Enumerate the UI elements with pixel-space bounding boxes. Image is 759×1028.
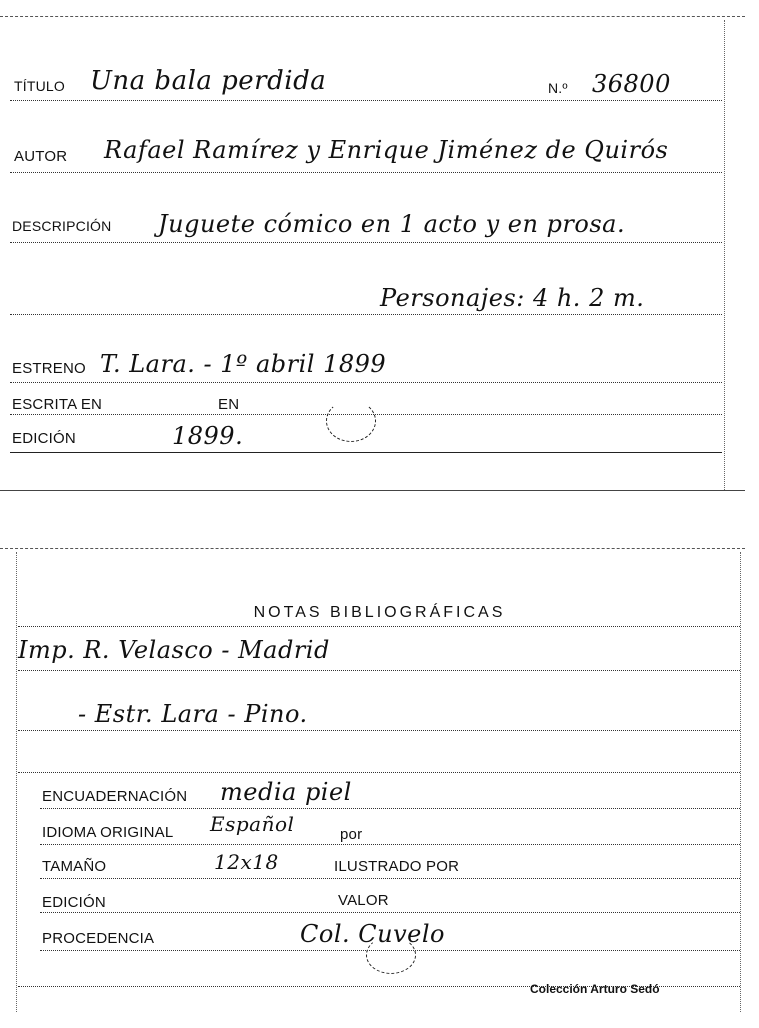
descripcion-rule-2	[10, 314, 722, 315]
idioma-rule	[40, 844, 740, 845]
edicion-label: EDICIÓN	[12, 430, 76, 447]
autor-value: Rafael Ramírez y Enrique Jiménez de Quirós	[104, 136, 669, 164]
por-label: por	[340, 826, 363, 843]
edicion-valor-rule	[40, 912, 740, 913]
procedencia-label: PROCEDENCIA	[42, 930, 155, 947]
notes-rule-3	[18, 730, 740, 731]
numero-label: N.º	[548, 80, 568, 96]
escrita-en-label: ESCRITA EN	[12, 396, 103, 413]
note-line-1: Imp. R. Velasco - Madrid	[18, 636, 330, 664]
encuadernacion-value: media piel	[220, 778, 352, 806]
card-back-top-edge	[0, 548, 745, 549]
estreno-rule	[10, 382, 722, 383]
titulo-rule	[10, 100, 722, 101]
note-line-2: - Estr. Lara - Pino.	[78, 700, 308, 728]
numero-value: 36800	[592, 70, 671, 98]
autor-rule	[10, 172, 722, 173]
idioma-label: IDIOMA ORIGINAL	[42, 824, 174, 841]
valor-label: VALOR	[338, 892, 389, 909]
autor-label: AUTOR	[14, 148, 68, 165]
estreno-value: T. Lara. - 1º abril 1899	[100, 350, 387, 378]
tamano-rule	[40, 878, 740, 879]
edicion-value: 1899.	[172, 422, 244, 450]
descripcion-value: Juguete cómico en 1 acto y en prosa.	[158, 210, 626, 238]
catalog-card-front	[0, 0, 759, 495]
tamano-value: 12x18	[214, 850, 279, 874]
procedencia-value: Col. Cuvelo	[300, 920, 445, 948]
catalog-card-back	[0, 540, 759, 1028]
ilustrado-label: ILUSTRADO POR	[334, 858, 460, 875]
idioma-value: Español	[210, 812, 295, 836]
card-bottom-edge	[0, 490, 745, 491]
notes-rule-2	[18, 670, 740, 671]
descripcion-rule-1	[10, 242, 722, 243]
notes-rule-1	[18, 626, 740, 627]
notes-title: NOTAS BIBLIOGRÁFICAS	[253, 604, 506, 621]
punch-hole	[326, 400, 376, 442]
personajes-value: Personajes: 4 h. 2 m.	[380, 284, 645, 312]
titulo-value: Una bala perdida	[90, 66, 327, 96]
encuadernacion-label: ENCUADERNACIÓN	[42, 788, 188, 805]
edicion-rule	[10, 452, 722, 453]
encuadernacion-rule	[40, 808, 740, 809]
descripcion-label: DESCRIPCIÓN	[12, 218, 112, 234]
procedencia-rule	[40, 950, 740, 951]
back-edicion-label: EDICIÓN	[42, 894, 106, 911]
back-punch-hole	[366, 936, 416, 974]
en-label: EN	[218, 396, 240, 413]
estreno-label: ESTRENO	[12, 360, 86, 377]
notes-rule-4	[18, 772, 740, 773]
collection-stamp: Colección Arturo Sedó	[530, 982, 660, 996]
tamano-label: TAMAÑO	[42, 858, 107, 875]
titulo-label: TÍTULO	[14, 78, 65, 94]
card-top-edge	[0, 16, 745, 17]
card-right-edge	[724, 20, 725, 490]
